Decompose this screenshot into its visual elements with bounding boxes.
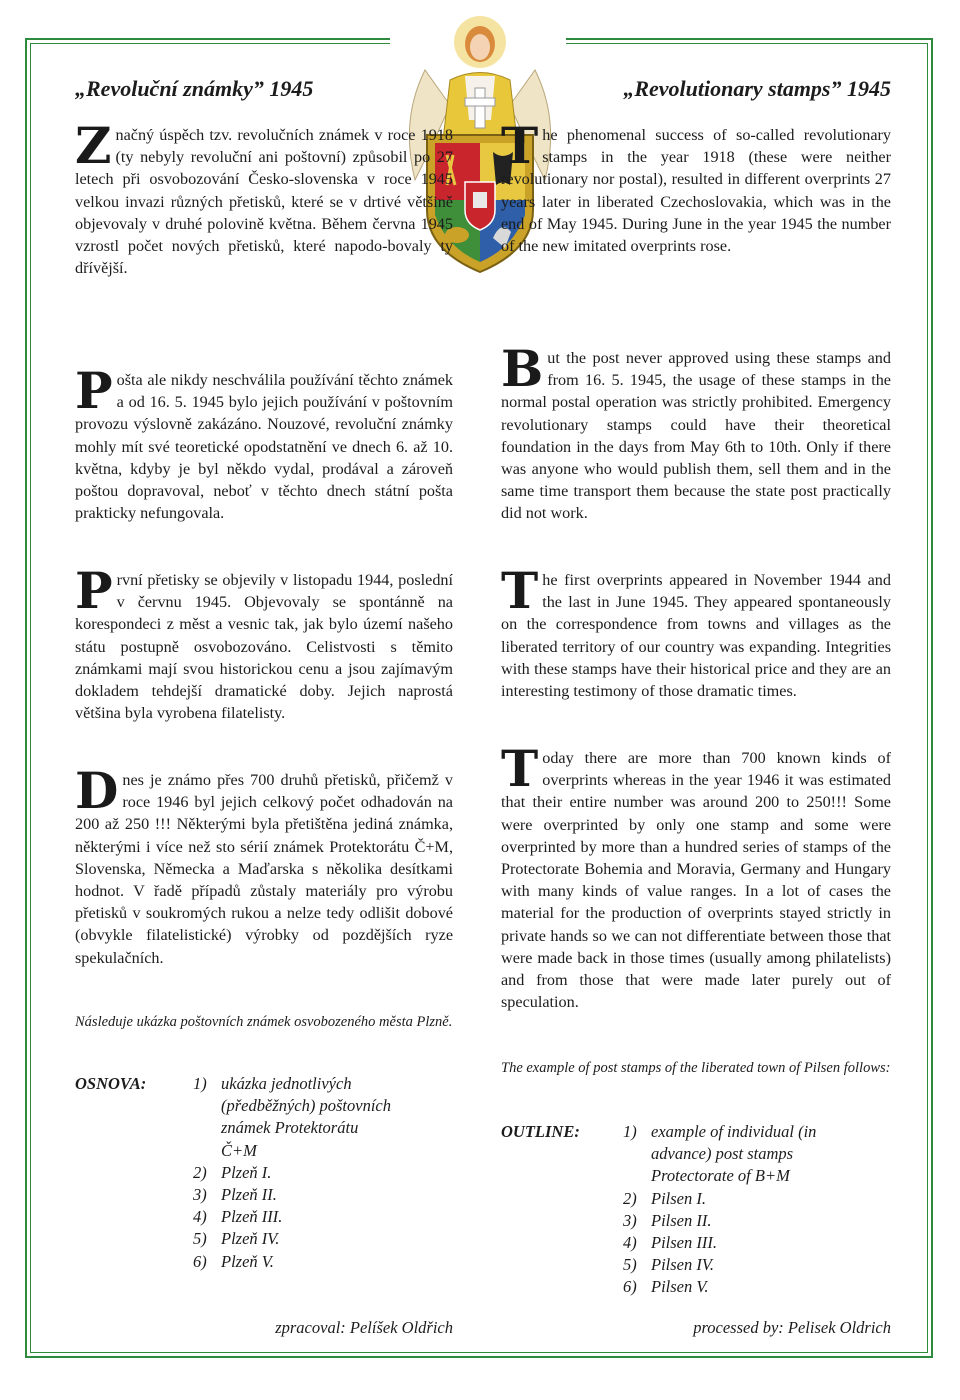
english-paragraph-3 <box>501 561 891 702</box>
dropcap: D <box>75 761 119 820</box>
english-paragraph-4 <box>501 739 891 1013</box>
outline-item <box>193 1073 393 1162</box>
outline-number: 5) <box>193 1229 207 1249</box>
paragraph-text: he first overprints appeared in November 1944 and the last in June 1945. They appeared spontaneously on the correspondence from towns and villages as the liberated territory of our country was expanding. Integrities with these stamps have their historical price and they are an interesting testimony of those dramatic times. <box>501 571 891 701</box>
outline-item <box>623 1276 853 1298</box>
outline-number: 6) <box>193 1251 207 1271</box>
outline-item <box>623 1121 853 1188</box>
cross-vertical <box>475 88 485 128</box>
outline-text: Pilsen I. <box>651 1188 706 1208</box>
czech-paragraph-3 <box>75 561 453 724</box>
outline-text: Plzeň II. <box>221 1185 277 1205</box>
cross-horizontal <box>465 98 495 106</box>
outline-item <box>193 1184 393 1206</box>
outline-text: example of individual (in advance) post stamps Protectorate of B+M <box>651 1122 817 1186</box>
english-note: The example of post stamps of the liberated town of Pilsen follows: <box>501 1060 891 1076</box>
outline-item <box>193 1228 393 1250</box>
outline-number: 1) <box>623 1122 637 1141</box>
czech-paragraph-1 <box>75 116 453 279</box>
outline-text: Plzeň IV. <box>221 1229 280 1249</box>
czech-note: Následuje ukázka poštovních známek osvobozeného města Plzně. <box>75 1014 453 1030</box>
paragraph-text: načný úspěch tzv. revolučních známek v roce 1918 (ty nebyly revoluční ani poštovní) způsobil po 27 letech při osvobozování Česko-slovenska v roce 1945 velkou invazi různých přetisků, které se v drtivé většině objevovaly v druhé polovině května. Během června 1945 vzrostl počet nových přetisků, které napodo-bovaly ty dřívější. <box>75 126 453 278</box>
czech-outline-label: OSNOVA: <box>75 1074 147 1093</box>
face <box>470 34 490 60</box>
outline-item <box>193 1162 393 1184</box>
paragraph-text: he phenomenal success of so-called revolutionary stamps in the year 1918 (these were neither revolutionary nor postal), resulted in different overprints 27 years later in liberated Czechoslovakia, which was in the end of May 1945. During June in the year 1945 the number of the new imitated overprints rose. <box>501 126 891 256</box>
paragraph-text: nes je známo přes 700 druhů přetisků, přičemž v roce 1946 byl jejich celkový počet odhadován na 200 až 250 !!! Některými byla přetištěna jediná známka, některými i více než sto sérií známek Protektorátu Č+M, Slovenska, Německa a Maďarska s několika desítkami hodnot. V řadě případů zůstaly materiály pro výrobu přetisků v soukromých rukou a nelze tedy odlišit dobové (obvykle filatelistické) výrobky od pozdějších ryze spekulačních. <box>75 771 453 967</box>
outline-number: 5) <box>623 1255 637 1275</box>
outline-text: ukázka jednotlivých (předběžných) poštovních známek Protektorátu Č+M <box>221 1074 391 1160</box>
outline-text: Plzeň V. <box>221 1251 274 1271</box>
dropcap: T <box>501 561 539 620</box>
outline-number: 3) <box>623 1210 637 1230</box>
outline-number: 1) <box>193 1074 207 1093</box>
outline-item <box>623 1188 853 1210</box>
outline-number: 6) <box>623 1277 637 1297</box>
dropcap: T <box>501 739 539 798</box>
outline-number: 2) <box>193 1162 207 1182</box>
czech-column <box>75 0 453 1360</box>
dropcap: T <box>501 116 539 175</box>
english-paragraph-2 <box>501 339 891 525</box>
dropcap: P <box>75 361 113 420</box>
english-credit: processed by: Pelisek Oldrich <box>693 1318 891 1337</box>
czech-credit: zpracoval: Pelíšek Oldřich <box>275 1318 453 1337</box>
outline-item <box>623 1210 853 1232</box>
outline-text: Pilsen IV. <box>651 1255 714 1275</box>
paragraph-text: ut the post never approved using these stamps and from 16. 5. 1945, the usage of these stamps in the normal postal operation was strictly prohibited. Emergency revolutionary stamps could have their theoretical foundation in the days from May 6th to 10th. Only if there was anyone who would publish them, sell them and in the same time transport them because the state post practically did not work. <box>501 349 891 523</box>
outline-text: Plzeň III. <box>221 1207 283 1227</box>
outline-number: 4) <box>193 1207 207 1227</box>
english-outline-list <box>623 1121 853 1299</box>
outline-number: 2) <box>623 1188 637 1208</box>
english-title: „Revolutionary stamps” 1945 <box>623 76 891 101</box>
dropcap: B <box>501 339 544 398</box>
english-column <box>501 0 891 1360</box>
paragraph-text: rvní přetisky se objevily v listopadu 1944, poslední v červnu 1945. Objevovaly se spontánně na korespondeci z měst a vesnic tak, jak bylo území našeho státu postupně osvobozováno. Celistvosti s těmito známkami mají svou historickou cenu a jsou zajímavým dokladem tehdejší dramatické doby. Jejich naprostá většina byla vyrobena filatelisty. <box>75 571 453 723</box>
outline-text: Pilsen III. <box>651 1233 717 1253</box>
outline-item <box>193 1251 393 1273</box>
czech-paragraph-4 <box>75 761 453 969</box>
paragraph-text: ošta ale nikdy neschválila používání těchto známek a od 16. 5. 1945 bylo jejich používání v poštovním provozu výslovně zakázáno. Nouzové, revoluční známky mohly mít své teoretické opodstatnění ve dnech 6. až 10. května, kdyby je byl někdo vydal, prodával a zároveň poštou dopravoval, neboť v těchto dnech státní pošta prakticky nefungovala. <box>75 371 453 523</box>
czech-paragraph-2 <box>75 361 453 524</box>
english-outline-label: OUTLINE: <box>501 1122 580 1141</box>
escutcheon-gate <box>473 192 487 208</box>
outline-item <box>193 1206 393 1228</box>
outline-text: Plzeň I. <box>221 1162 272 1182</box>
outline-number: 4) <box>623 1233 637 1253</box>
outline-item <box>623 1232 853 1254</box>
paragraph-text: oday there are more than 700 known kinds of overprints whereas in the year 1946 it was estimated that their entire number was around 200 to 250!!! Some were overprinted by only one stamp and some were overprinted by more than a hundred series of stamps of the Protectorate Bohemia and Moravia, Germany and Hungary with many kinds of value ranges. In a lot of cases the material for the production of overprints stayed strictly in private hands so we can not differentiate between those that were made back in those times (usually among philatelists) and from those that were made later purely out of speculation. <box>501 749 891 1012</box>
outline-number: 3) <box>193 1185 207 1205</box>
dropcap: Z <box>75 116 112 175</box>
outline-text: Pilsen V. <box>651 1277 709 1297</box>
outline-text: Pilsen II. <box>651 1210 712 1230</box>
english-paragraph-1 <box>501 116 891 257</box>
dropcap: P <box>75 561 113 620</box>
outline-item <box>623 1254 853 1276</box>
czech-title: „Revoluční známky” 1945 <box>75 76 314 101</box>
czech-outline-list <box>193 1073 393 1273</box>
